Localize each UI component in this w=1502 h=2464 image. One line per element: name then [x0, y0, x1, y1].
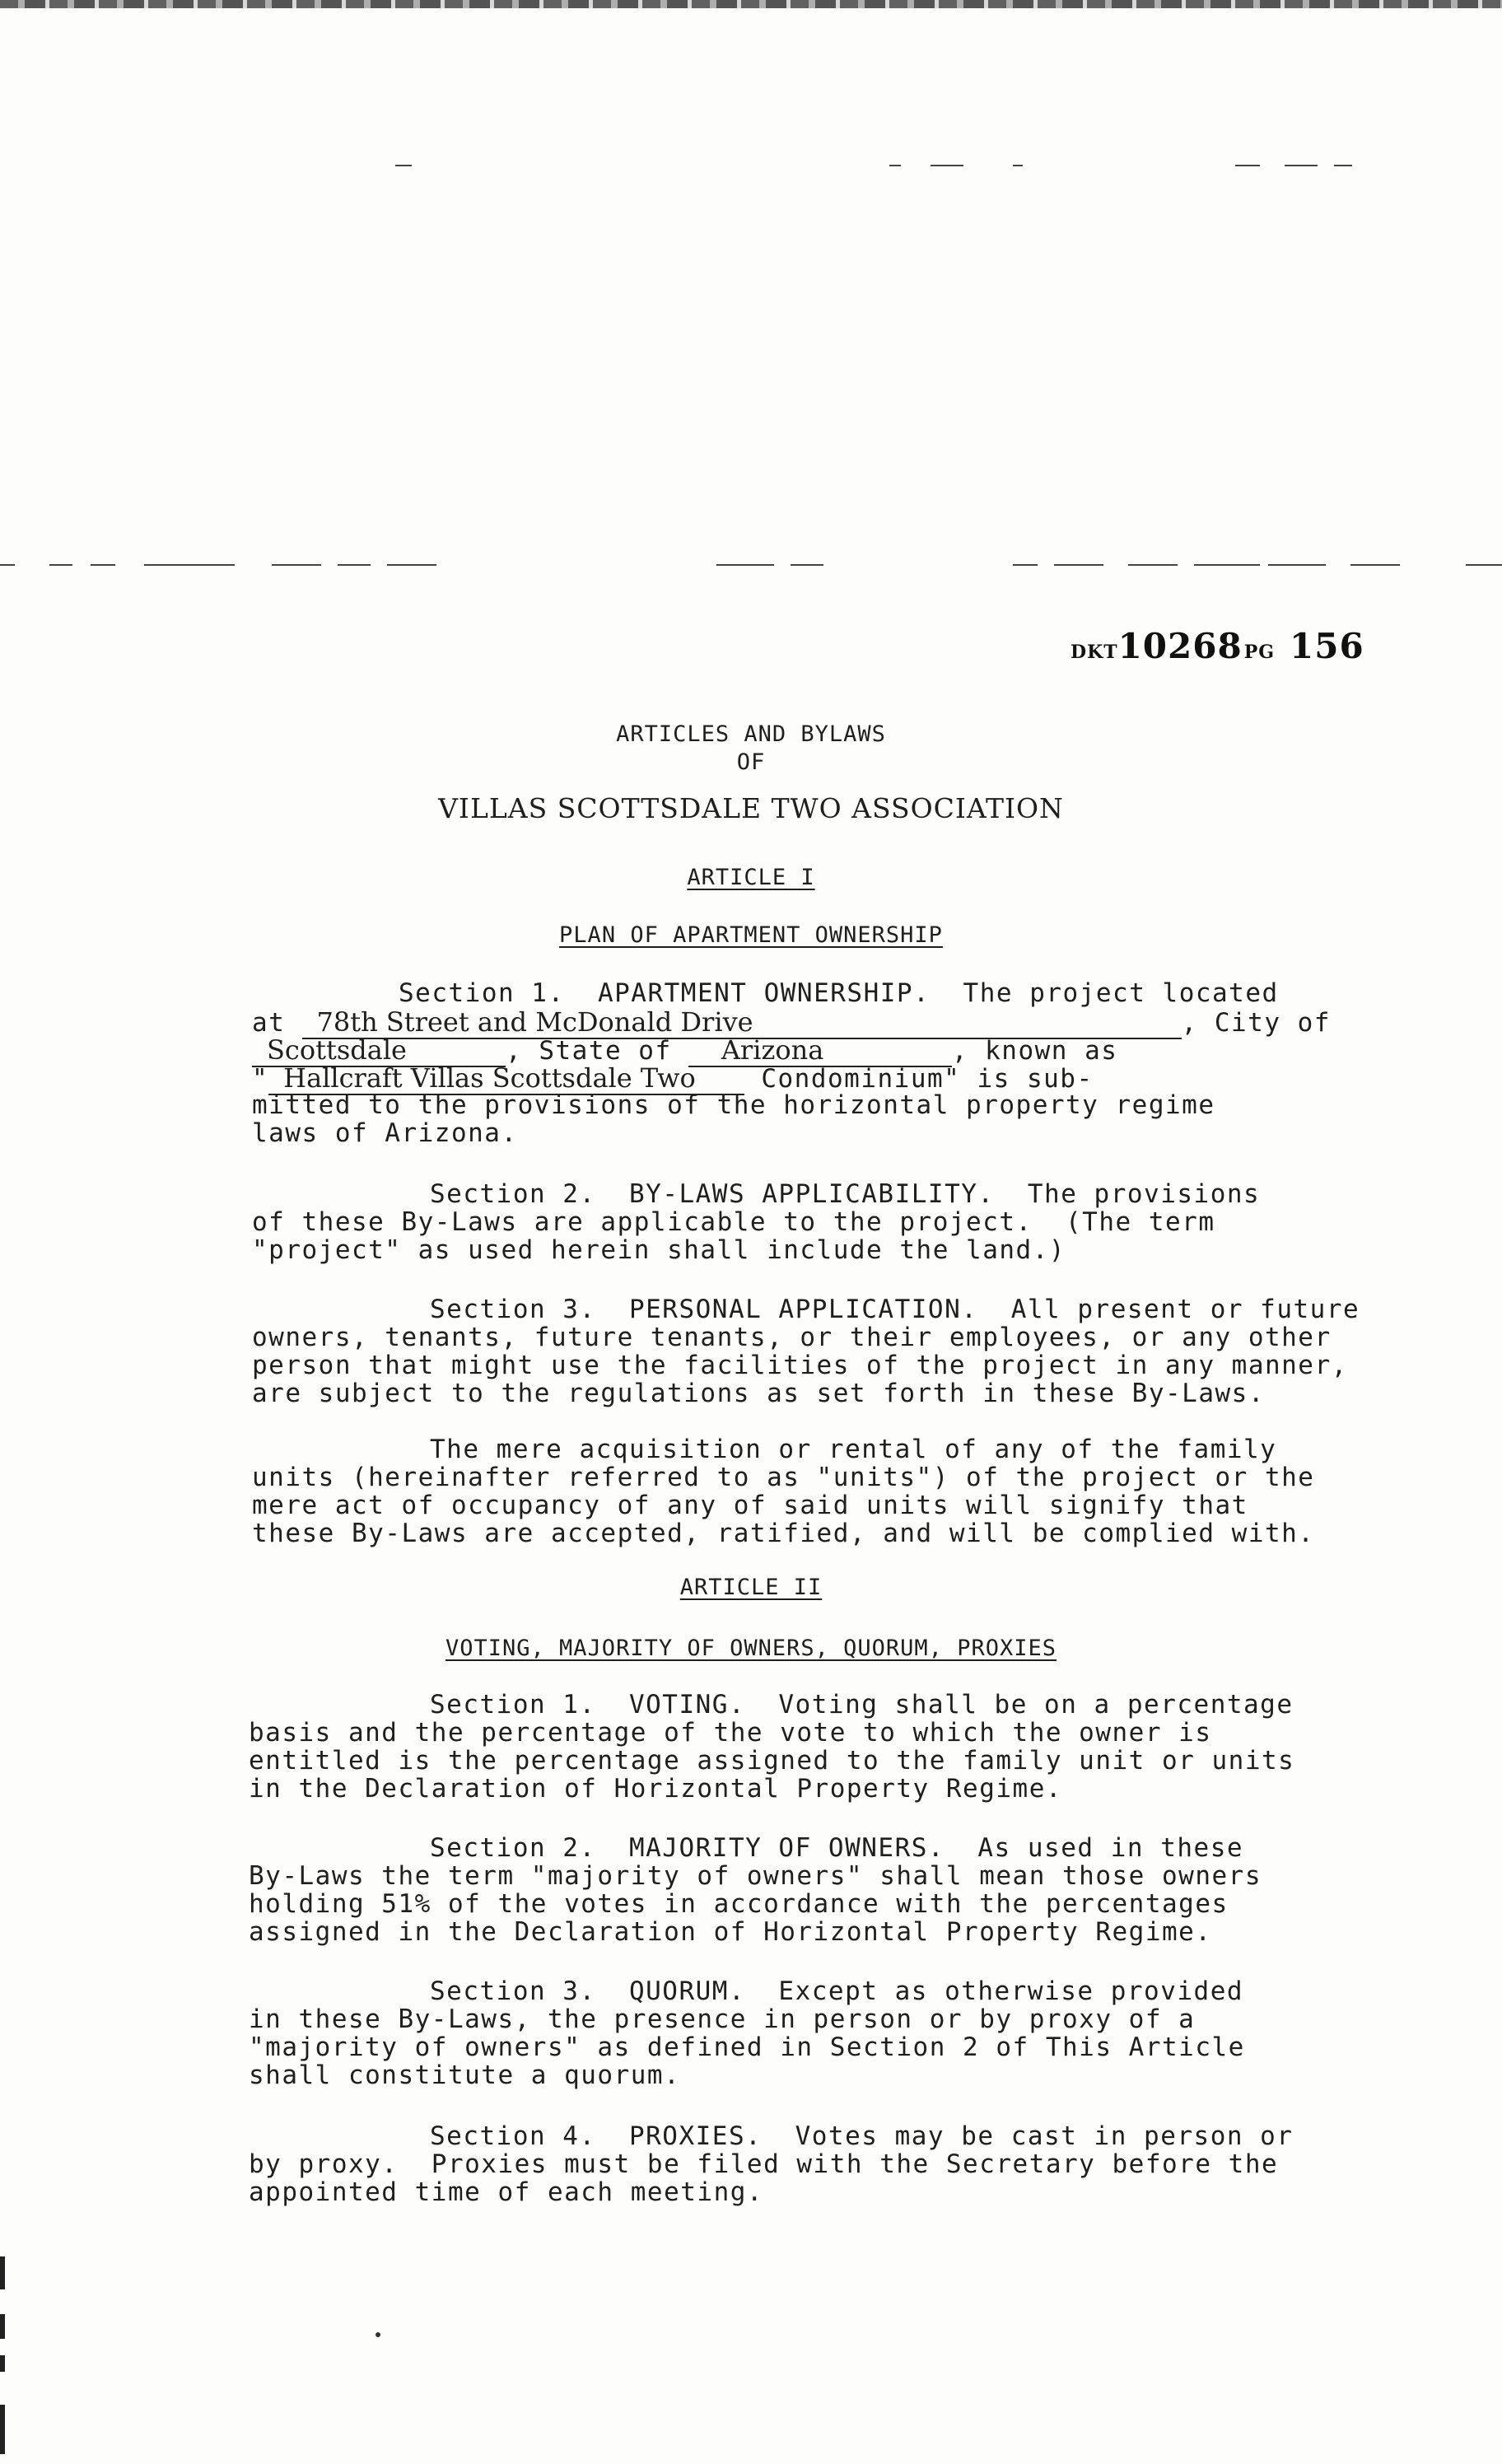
project-name-field: Hallcraft Villas Scottsdale Two — [268, 1062, 744, 1095]
a2-s3-line-3: "majority of owners" as defined in Section 2 of This Article — [249, 2032, 1245, 2062]
title-line-2: OF — [736, 749, 766, 775]
a2-s1-line-4: in the Declaration of Horizontal Property Regime. — [249, 1774, 1063, 1804]
page-number: 156 — [1290, 626, 1364, 666]
a1-p4-line-4: these By-Laws are accepted, ratified, and will be complied with. — [252, 1519, 1315, 1548]
a2-s2-line-1: Section 2. MAJORITY OF OWNERS. As used in these — [430, 1833, 1244, 1863]
a1-s1-line-6: laws of Arizona. — [252, 1118, 518, 1148]
a2-s4-line-1: Section 4. PROXIES. Votes may be cast in person or — [430, 2121, 1294, 2151]
scan-dash-artifact — [0, 165, 1502, 168]
a2-s2-line-3: holding 51% of the votes in accordance with the percentages — [249, 1889, 1229, 1919]
scan-dash-artifact — [0, 564, 1502, 567]
article-1-heading: ARTICLE I — [687, 865, 815, 890]
city-field: Scottsdale — [252, 1034, 506, 1067]
a2-s1-line-3: entitled is the percentage assigned to the family unit or units — [249, 1746, 1295, 1776]
scan-speck — [376, 2332, 380, 2337]
recording-stamp — [1071, 626, 1364, 666]
a1-s1-line-3: Scottsdale , State of Arizona , known as — [252, 1034, 1117, 1067]
a1-s1-line-1: Section 1. APARTMENT OWNERSHIP. The project located — [399, 978, 1279, 1008]
book-prefix: DKT — [1071, 642, 1118, 663]
location-field: 78th Street and McDonald Drive — [302, 1006, 1182, 1039]
state-field: Arizona — [688, 1034, 952, 1067]
a1-p4-line-2: units (hereinafter referred to as "units") of the project or the — [252, 1463, 1315, 1492]
a1-s2-line-2: of these By-Laws are applicable to the project. (The term — [252, 1207, 1215, 1237]
page-prefix: PG — [1243, 642, 1276, 663]
book-number: 10268 — [1117, 626, 1243, 666]
a2-s1-line-2: basis and the percentage of the vote to which the owner is — [249, 1718, 1212, 1748]
a2-s3-line-1: Section 3. QUORUM. Except as otherwise provided — [430, 1976, 1244, 2006]
a1-s3-line-2: owners, tenants, future tenants, or their employees, or any other — [252, 1323, 1332, 1352]
a1-p4-line-3: mere act of occupancy of any of said units will signify that — [252, 1491, 1248, 1520]
a1-s1-line-2: at 78th Street and McDonald Drive , City of — [252, 1006, 1331, 1038]
a1-s2-line-1: Section 2. BY-LAWS APPLICABILITY. The provisions — [430, 1179, 1261, 1209]
a1-s1-line-5: mitted to the provisions of the horizontal property regime — [252, 1090, 1215, 1120]
article-2-heading: ARTICLE II — [679, 1575, 823, 1600]
a2-s4-line-2: by proxy. Proxies must be filed with the Secretary before the — [249, 2149, 1279, 2179]
a2-s2-line-4: assigned in the Declaration of Horizontal Property Regime. — [249, 1917, 1212, 1947]
a1-s3-line-3: person that might use the facilities of the project in any manner, — [252, 1351, 1348, 1380]
a1-s1-line-4: " Hallcraft Villas Scottsdale Two Condominium" is sub- — [252, 1062, 1094, 1094]
article-2-subheading: VOTING, MAJORITY OF OWNERS, QUORUM, PROXIES — [445, 1636, 1057, 1661]
a2-s1-line-1: Section 1. VOTING. Voting shall be on a percentage — [430, 1690, 1294, 1720]
scan-edge-artifact — [0, 0, 1502, 8]
title-line-1: ARTICLES AND BYLAWS — [616, 721, 886, 747]
a2-s3-line-2: in these By-Laws, the presence in person or by proxy of a — [249, 2004, 1196, 2034]
title-line-3: VILLAS SCOTTSDALE TWO ASSOCIATION — [438, 792, 1064, 824]
a2-s4-line-3: appointed time of each meeting. — [249, 2177, 764, 2207]
a1-s3-line-1: Section 3. PERSONAL APPLICATION. All present or future — [430, 1295, 1360, 1324]
a2-s2-line-2: By-Laws the term "majority of owners" shall mean those owners — [249, 1861, 1262, 1891]
article-1-subheading: PLAN OF APARTMENT OWNERSHIP — [559, 922, 943, 948]
a1-s2-line-3: "project" as used herein shall include the land.) — [252, 1235, 1066, 1265]
a1-p4-line-1: The mere acquisition or rental of any of the family — [430, 1435, 1277, 1464]
a2-s3-line-4: shall constitute a quorum. — [249, 2060, 681, 2090]
a1-s3-line-4: are subject to the regulations as set forth in these By-Laws. — [252, 1379, 1265, 1408]
